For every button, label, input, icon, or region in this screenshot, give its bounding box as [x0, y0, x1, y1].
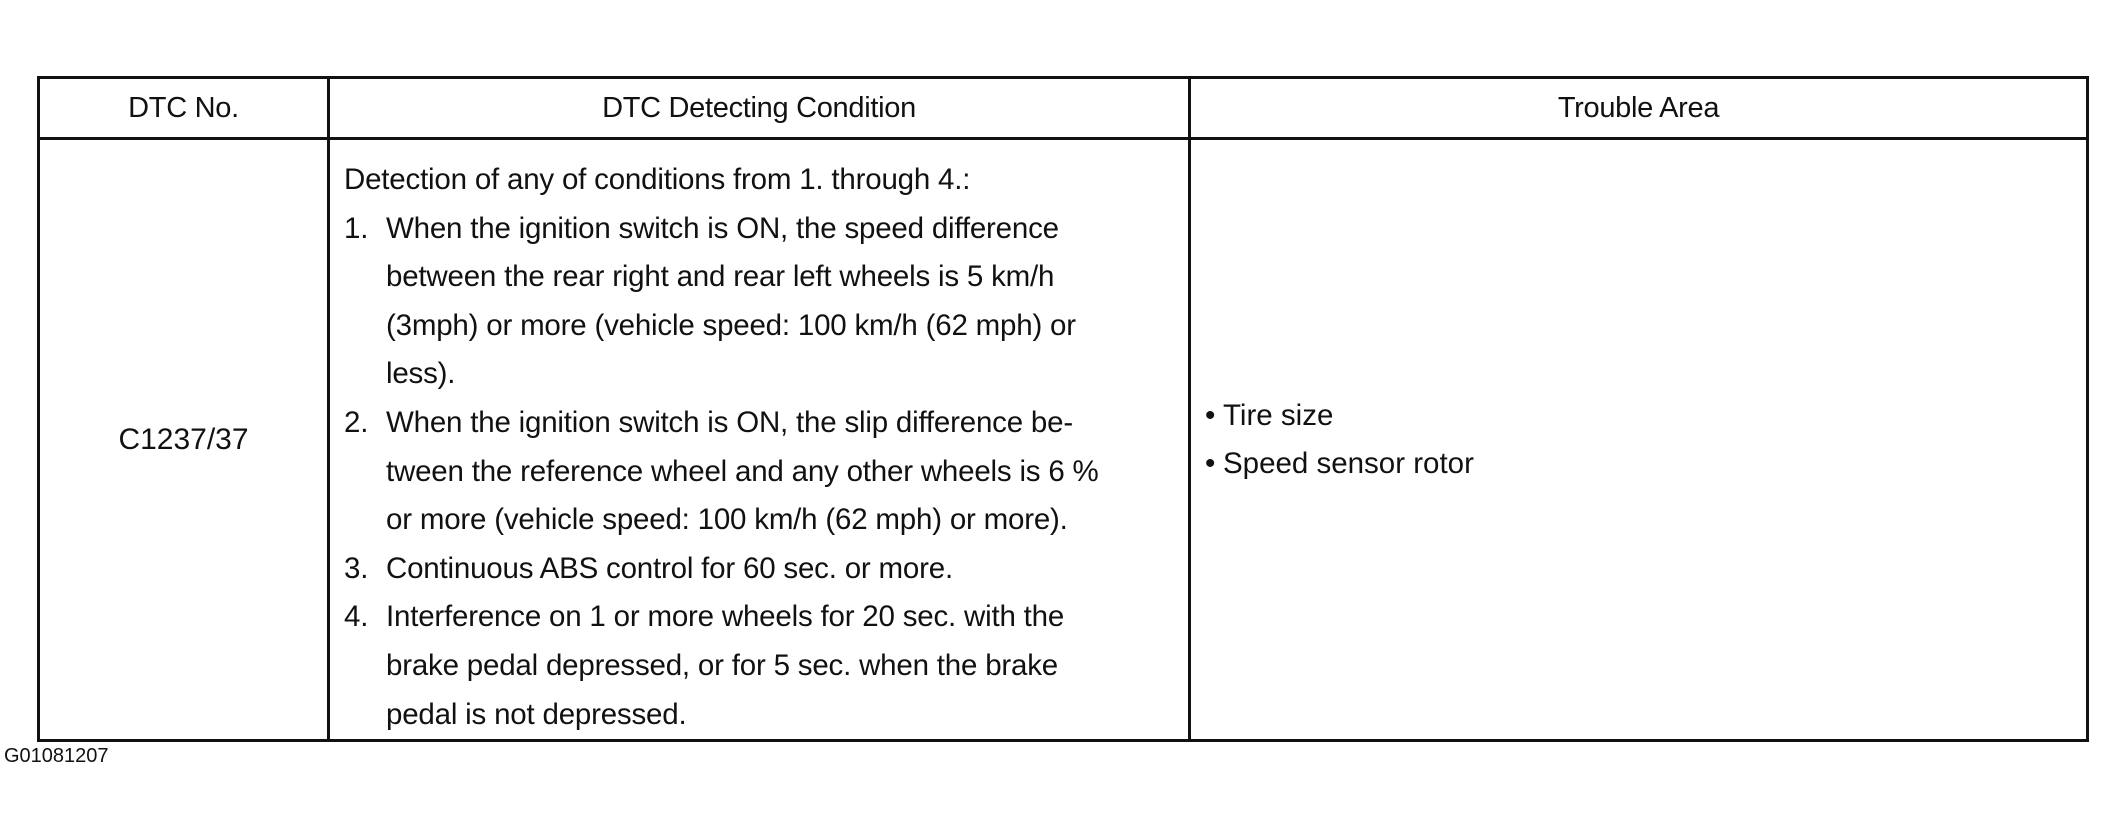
- condition-text: [386, 545, 1174, 594]
- condition-list: [344, 205, 1174, 740]
- condition-line: (3mph) or more (vehicle speed: 100 km/h (62 mph) or: [386, 308, 1076, 342]
- condition-line: Continuous ABS control for 60 sec. or more.: [386, 551, 953, 585]
- condition-text: [386, 399, 1174, 545]
- dtc-code: C1237/37: [39, 139, 329, 741]
- detecting-condition-cell: [329, 139, 1190, 741]
- condition-number: 3.: [344, 551, 369, 585]
- bullet-icon: •: [1205, 446, 1216, 480]
- header-dtc-no: DTC No.: [39, 78, 329, 139]
- condition-line: brake pedal depressed, or for 5 sec. when the brake: [386, 648, 1058, 682]
- condition-number: 4.: [344, 600, 369, 634]
- condition-line: less).: [386, 357, 456, 391]
- condition-item-3: [344, 545, 1174, 594]
- trouble-area-text: Speed sensor rotor: [1223, 446, 1474, 480]
- header-detecting-condition: DTC Detecting Condition: [329, 78, 1190, 139]
- header-trouble-area: Trouble Area: [1190, 78, 2088, 139]
- condition-line: between the rear right and rear left wheels is 5 km/h: [386, 260, 1055, 294]
- condition-intro: Detection of any of conditions from 1. through 4.:: [344, 163, 971, 196]
- table-row: [39, 139, 2088, 741]
- condition-line: When the ignition switch is ON, the speed difference: [386, 211, 1059, 245]
- condition-item-2: [344, 399, 1174, 545]
- condition-line: Interference on 1 or more wheels for 20 sec. with the: [386, 600, 1065, 634]
- condition-number: 1.: [344, 211, 369, 245]
- list-item: [1205, 392, 2086, 440]
- condition-line: tween the reference wheel and any other wheels is 6 %: [386, 454, 1099, 488]
- trouble-area-cell: [1190, 139, 2088, 741]
- trouble-area-list: [1205, 392, 2086, 488]
- condition-item-4: [344, 593, 1174, 739]
- dtc-table: [37, 76, 2089, 742]
- header-row: [39, 78, 2088, 139]
- condition-item-1: [344, 205, 1174, 399]
- figure-id: G01081207: [4, 745, 109, 767]
- condition-line: pedal is not depressed.: [386, 697, 687, 731]
- bullet-icon: •: [1205, 398, 1216, 432]
- trouble-area-text: Tire size: [1223, 398, 1334, 432]
- condition-line: When the ignition switch is ON, the slip difference be-: [386, 405, 1073, 439]
- condition-text: [386, 593, 1174, 739]
- condition-number: 2.: [344, 405, 369, 439]
- condition-text: [386, 205, 1174, 399]
- list-item: [1205, 440, 2086, 488]
- condition-line: or more (vehicle speed: 100 km/h (62 mph) or more).: [386, 503, 1068, 537]
